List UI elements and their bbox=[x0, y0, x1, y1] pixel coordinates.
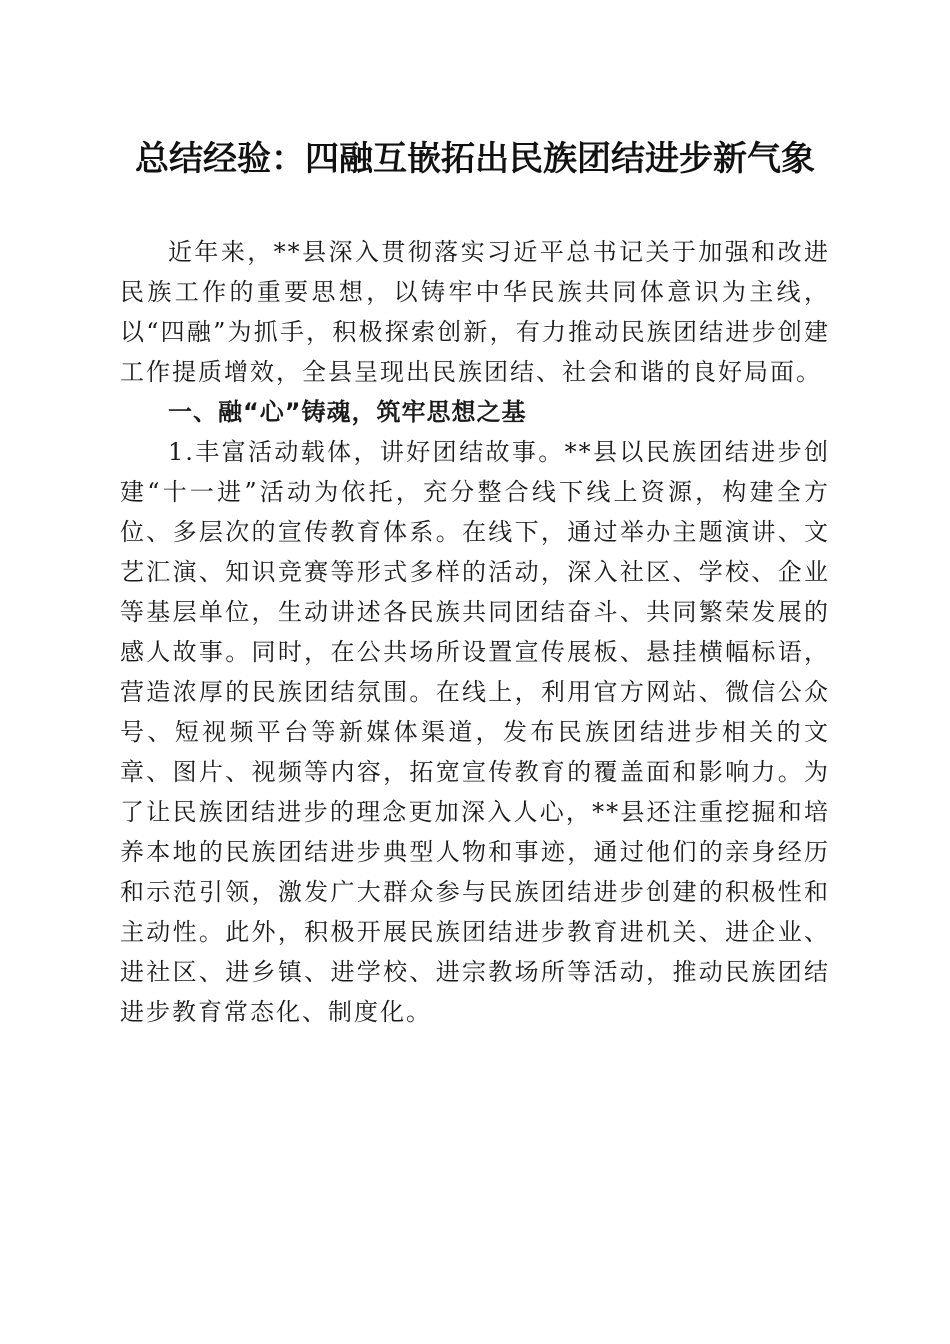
document-body bbox=[120, 232, 830, 1032]
section-heading: 一、融“心”铸魂，筑牢思想之基 bbox=[168, 398, 527, 426]
section-paragraph: 1.丰富活动载体，讲好团结故事。**县以民族团结进步创建“十一进”活动为依托，充分整合线下线上资源，构建全方位、多层次的宣传教育体系。在线下，通过举办主题演讲、文艺汇演、知识竞赛等形式多样的活动，深入社区、学校、企业等基层单位，生动讲述各民族共同团结奋斗、共同繁荣发展的感人故事。同时，在公共场所设置宣传展板、悬挂横幅标语，营造浓厚的民族团结氛围。在线上，利用官方网站、微信公众号、短视频平台等新媒体渠道，发布民族团结进步相关的文章、图片、视频等内容，拓宽宣传教育的覆盖面和影响力。为了让民族团结进步的理念更加深入人心，**县还注重挖掘和培养本地的民族团结进步典型人物和事迹，通过他们的亲身经历和示范引领，激发广大群众参与民族团结进步创建的积极性和主动性。此外，积极开展民族团结进步教育进机关、进企业、进社区、进乡镇、进学校、进宗教场所等活动，推动民族团结进步教育常态化、制度化。 bbox=[120, 438, 830, 1026]
document-title: 总结经验：四融互嵌拓出民族团结进步新气象 bbox=[135, 139, 815, 179]
intro-paragraph: 近年来，**县深入贯彻落实习近平总书记关于加强和改进民族工作的重要思想，以铸牢中华民族共同体意识为主线，以“四融”为抓手，积极探索创新，有力推动民族团结进步创建工作提质增效，全县呈现出民族团结、社会和谐的良好局面。 bbox=[120, 238, 830, 386]
